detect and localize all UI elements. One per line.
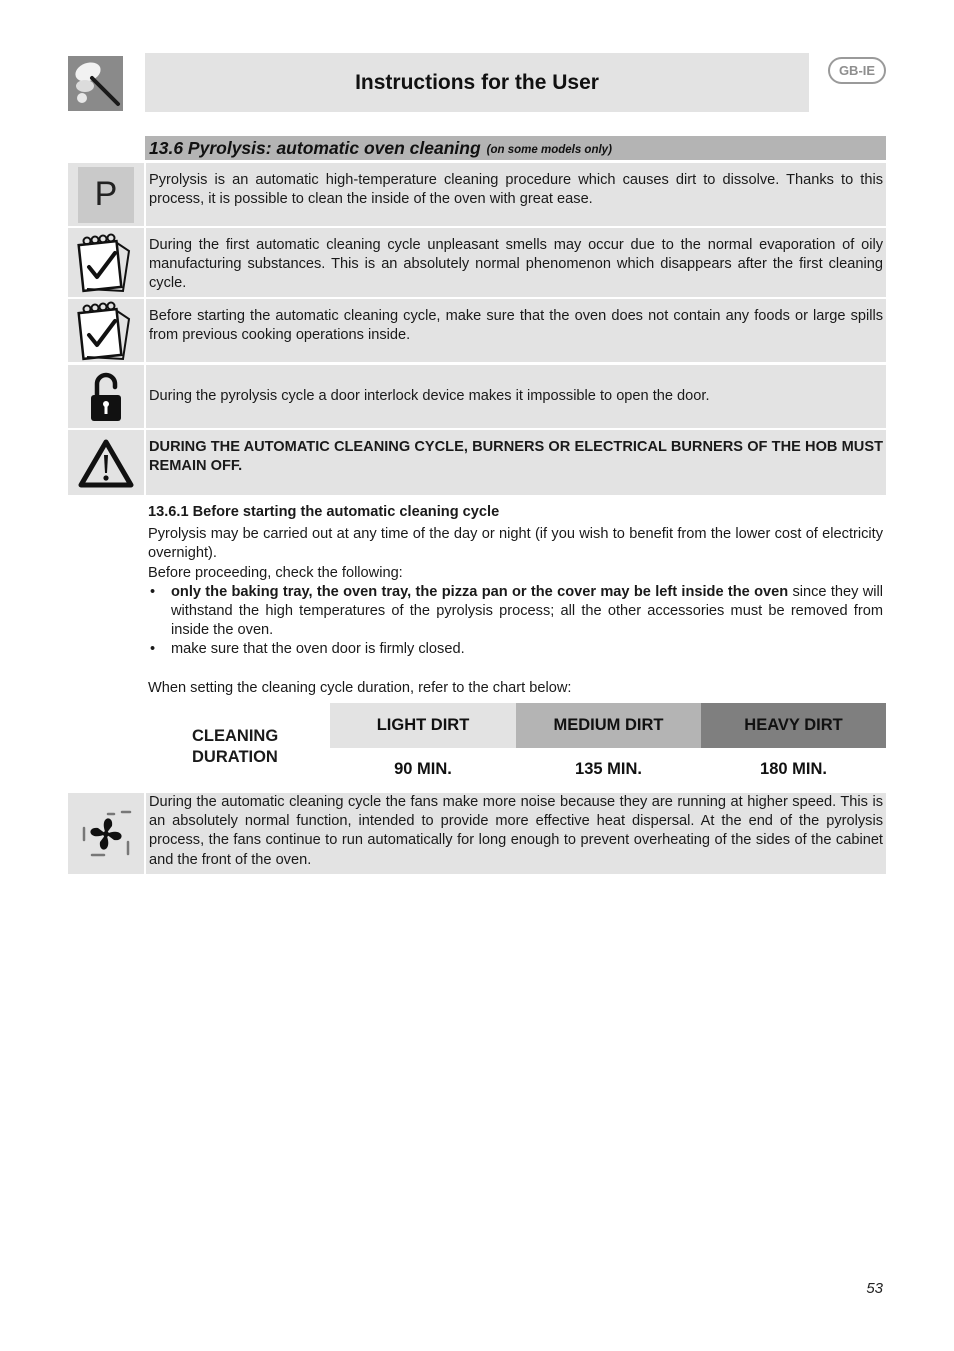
section-title: 13.6 Pyrolysis: automatic oven cleaning — [149, 137, 481, 158]
note-row-first-cycle-smells — [68, 228, 886, 297]
fan-icon — [78, 806, 134, 862]
note-text: During the pyrolysis cycle a door interlock device makes it impossible to open the door. — [146, 365, 886, 428]
note-text: During the first automatic cleaning cycle unpleasant smells may occur due to the normal evaporation of oily manufacturing substances. This is an absolutely normal phenomenon which disappears after the first cleaning cycle. — [146, 228, 886, 297]
paragraph: When setting the cleaning cycle duration, refer to the chart below: — [148, 679, 572, 696]
subsection-heading: 13.6.1 Before starting the automatic cleaning cycle — [148, 504, 500, 520]
table-row-label — [148, 703, 330, 791]
table-cell-light-dirt-duration: 90 MIN. — [394, 760, 452, 778]
column-header-heavy-dirt: HEAVY DIRT — [701, 703, 886, 748]
note-row-burners-warning — [68, 430, 886, 495]
list-item — [148, 583, 883, 641]
note-row-pyrolysis-intro — [68, 163, 886, 226]
column-header-light-dirt: LIGHT DIRT — [330, 703, 516, 748]
page-title: Instructions for the User — [355, 70, 599, 94]
p-icon: P — [78, 167, 134, 223]
note-icon-cell — [68, 793, 144, 874]
note-row-fan-noise — [68, 793, 886, 874]
language-badge: GB-IE — [828, 57, 886, 84]
notepad-check-icon — [77, 301, 135, 361]
cleaning-duration-table — [148, 703, 886, 791]
table-cell-heavy-dirt-duration: 180 MIN. — [760, 760, 827, 778]
list-item-emphasis: only the baking tray, the oven tray, the pizza pan or the cover may be left inside the oven — [171, 583, 789, 600]
bullet-icon: • — [150, 641, 156, 658]
subsection-content — [148, 503, 883, 698]
paragraph: Before proceeding, check the following: — [148, 564, 403, 581]
paragraph: Pyrolysis may be carried out at any time of the day or night (if you wish to benefit from the lower cost of electricity overnight). — [148, 526, 883, 562]
note-row-door-interlock — [68, 365, 886, 428]
chef-spoon-logo-icon — [68, 56, 123, 111]
page-number: 53 — [866, 1280, 883, 1297]
note-icon-cell — [68, 228, 144, 297]
table-cell-medium-dirt-duration: 135 MIN. — [575, 760, 642, 778]
note-icon-cell — [68, 365, 144, 428]
note-icon-cell — [68, 163, 144, 226]
section-title-note: (on some models only) — [486, 144, 612, 156]
note-icon-cell — [68, 430, 144, 495]
list-item — [148, 640, 883, 659]
list-item-text — [171, 583, 883, 641]
note-text-warning: DURING THE AUTOMATIC CLEANING CYCLE, BURNERS OR ELECTRICAL BURNERS OF THE HOB MUST REMAIN OFF. — [146, 430, 886, 495]
list-item-rest: since they will withstand the high temperatures of the pyrolysis process; all the other accessories must be removed from inside the oven. — [171, 583, 883, 639]
note-row-check-oven-empty — [68, 299, 886, 362]
table-label-line: DURATION — [192, 748, 278, 766]
section-title-bar — [145, 136, 886, 160]
note-text: During the automatic cleaning cycle the fans make more noise because they are running at higher speed. This is an absolutely normal function, intended to provide more effective heat dispersal. At the end of the pyrolysis process, the fans continue to run automatically for long enough to prevent overheating of the sides of the cabinet and the front of the oven. — [146, 793, 886, 874]
list-item-text: make sure that the oven door is firmly closed. — [171, 641, 465, 658]
note-text: Pyrolysis is an automatic high-temperature cleaning procedure which causes dirt to dissolve. Thanks to this process, it is possible to clean the inside of the oven with great ease. — [146, 163, 886, 226]
header-bar — [145, 53, 809, 112]
warning-triangle-icon — [78, 438, 134, 488]
notepad-check-icon — [77, 233, 135, 293]
padlock-icon — [88, 371, 124, 423]
note-icon-cell — [68, 299, 144, 362]
table-label-line: CLEANING — [192, 727, 279, 745]
bullet-icon: • — [150, 583, 156, 600]
note-text: Before starting the automatic cleaning cycle, make sure that the oven does not contain any foods or large spills from previous cooking operations inside. — [146, 299, 886, 362]
column-header-medium-dirt: MEDIUM DIRT — [516, 703, 701, 748]
